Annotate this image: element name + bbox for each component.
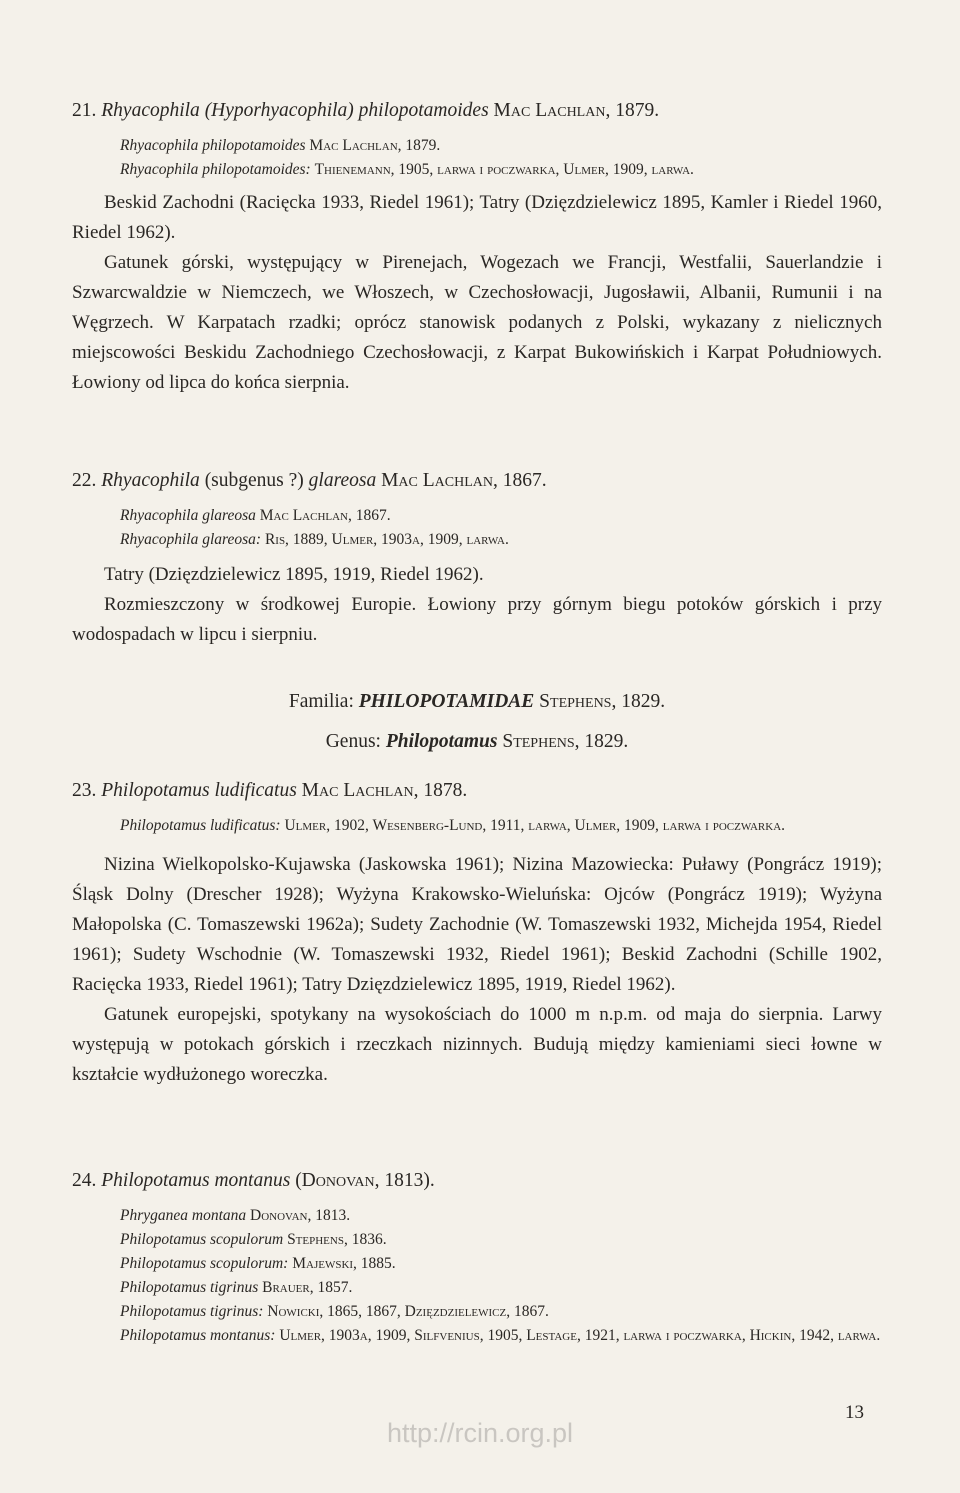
synonym-list <box>72 134 882 182</box>
species-title: 24. Philopotamus montanus (Donovan, 1813). <box>72 1170 435 1191</box>
notes-text: Gatunek górski, występujący w Pirenejach, Wogezach we Francji, Westfalii, Sauerlandzie i Szwarcwaldzie w Niemczech, we Włoszech, w Czechosłowacji, Jugosławii, Albanii, Rumunii i na Węgrzech. W Karpatach rzadki; oprócz stanowisk podanych z Polski, wykazany z nielicznych miejscowości Beskidu Zachodniego Czechosłowacji, z Karpat Bukowińskich i Karpat Południowych. Łowiony od lipca do końca sierpnia. <box>72 252 882 393</box>
synonym-line: Philopotamus tigrinus Brauer, 1857. <box>120 1279 353 1296</box>
page-number: 13 <box>845 1402 864 1423</box>
species-24 <box>72 1166 882 1348</box>
family-header: Familia: PHILOPOTAMIDAE Stephens, 1829. Genus: Philopotamus Stephens, 1829. <box>72 686 882 758</box>
synonym-line: Rhyacophila glareosa Mac Lachlan, 1867. <box>120 507 391 524</box>
synonym-line: Phryganea montana Donovan, 1813. <box>120 1207 351 1224</box>
species-title: 21. Rhyacophila (Hyporhyacophila) philopotamoides Mac Lachlan, 1879. <box>72 100 660 121</box>
synonym-list <box>72 814 882 838</box>
species-title: 23. Philopotamus ludificatus Mac Lachlan, 1878. <box>72 780 468 801</box>
notes-text: Gatunek europejski, spotykany na wysokościach do 1000 m n.p.m. od maja do sierpnia. Larwy występują w potokach górskich i rzeczkach nizinnych. Budują między kamieniami sieci łowne w kształcie wydłużonego woreczka. <box>72 1004 882 1085</box>
species-23 <box>72 776 882 1090</box>
synonym-line: Rhyacophila philopotamoides Mac Lachlan, 1879. <box>120 137 441 154</box>
notes-text: Rozmieszczony w środkowej Europie. Łowiony przy górnym biegu potoków górskich i przy wodospadach w lipcu i sierpniu. <box>72 594 882 645</box>
genus-header: Genus: Philopotamus Stephens, 1829. <box>325 731 629 752</box>
species-22 <box>72 466 882 650</box>
synonym-line: Rhyacophila philopotamoides: Thienemann, 1905, larwa i poczwarka, Ulmer, 1909, larwa. <box>120 161 694 178</box>
distribution-text: Tatry (Dzięzdzielewicz 1895, 1919, Riedel 1962). <box>104 564 484 585</box>
species-21 <box>72 96 882 398</box>
synonym-list <box>72 1204 882 1348</box>
synonym-line: Philopotamus scopulorum Stephens, 1836. <box>120 1231 387 1248</box>
distribution-text: Beskid Zachodni (Racięcka 1933, Riedel 1961); Tatry (Dzięzdzielewicz 1895, Kamler i Riedel 1960, Riedel 1962). <box>72 192 882 243</box>
synonym-line: Rhyacophila glareosa: Ris, 1889, Ulmer, 1903a, 1909, larwa. <box>120 531 509 548</box>
synonym-line: Philopotamus tigrinus: Nowicki, 1865, 1867, Dzięzdzielewicz, 1867. <box>120 1303 549 1320</box>
synonym-line: Philopotamus montanus: Ulmer, 1903a, 1909, Silfvenius, 1905, Lestage, 1921, larwa i poczwarka, Hickin, 1942, larwa. <box>120 1327 881 1344</box>
synonym-line: Philopotamus ludificatus: Ulmer, 1902, Wesenberg-Lund, 1911, larwa, Ulmer, 1909, larwa i poczwarka. <box>120 817 786 834</box>
species-title: 22. Rhyacophila (subgenus ?) glareosa Mac Lachlan, 1867. <box>72 470 547 491</box>
synonym-line: Philopotamus scopulorum: Majewski, 1885. <box>120 1255 396 1272</box>
source-url-watermark: http://rcin.org.pl <box>386 1418 574 1448</box>
distribution-text: Nizina Wielkopolsko-Kujawska (Jaskowska 1961); Nizina Mazowiecka: Puławy (Pongrácz 1919); Śląsk Dolny (Drescher 1928); Wyżyna Krakowsko-Wieluńska: Ojców (Pongrácz 1919); Wyżyna Małopolska (C. Tomaszewski 1962a); Sudety Zachodnie (W. Tomaszewski 1932, Michejda 1954, Riedel 1961); Sudety Wschodnie (W. Tomaszewski 1932, Riedel 1961); Beskid Zachodni (Schille 1902, Racięcka 1933, Riedel 1961); Tatry Dzięzdzielewicz 1895, 1919, Riedel 1962). <box>72 854 882 995</box>
synonym-list <box>72 504 882 552</box>
